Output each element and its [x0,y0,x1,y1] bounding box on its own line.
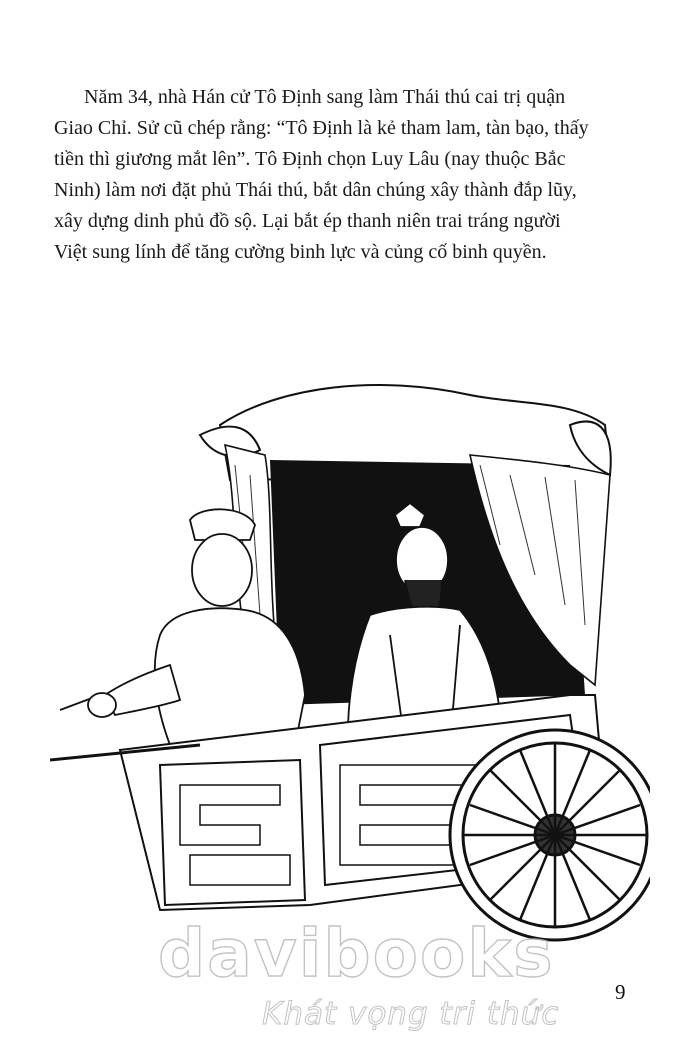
carriage-illustration [50,365,650,950]
watermark-brand: davibooks [158,915,555,992]
cart-wheel [450,730,650,940]
watermark-tagline: Khát vọng tri thức [262,996,560,1032]
text-line: xây dựng dinh phủ đồ sộ. Lại bắt ép thanh niên trai tráng người [54,210,561,232]
text-line: Ninh) làm nơi đặt phủ Thái thú, bắt dân chúng xây thành đắp lũy, [54,179,577,201]
body-paragraph [54,82,644,268]
text-line: Năm 34, nhà Hán cử Tô Định sang làm Thái thú cai trị quận [84,86,566,108]
text-line: tiền thì giương mắt lên”. Tô Định chọn Luy Lâu (nay thuộc Bắc [54,148,566,170]
text-line: Việt sung lính để tăng cường binh lực và củng cố binh quyền. [54,241,547,263]
page-number: 9 [615,980,626,1004]
text-line: Giao Chỉ. Sử cũ chép rằng: “Tô Định là kẻ tham lam, tàn bạo, thấy [54,117,589,139]
